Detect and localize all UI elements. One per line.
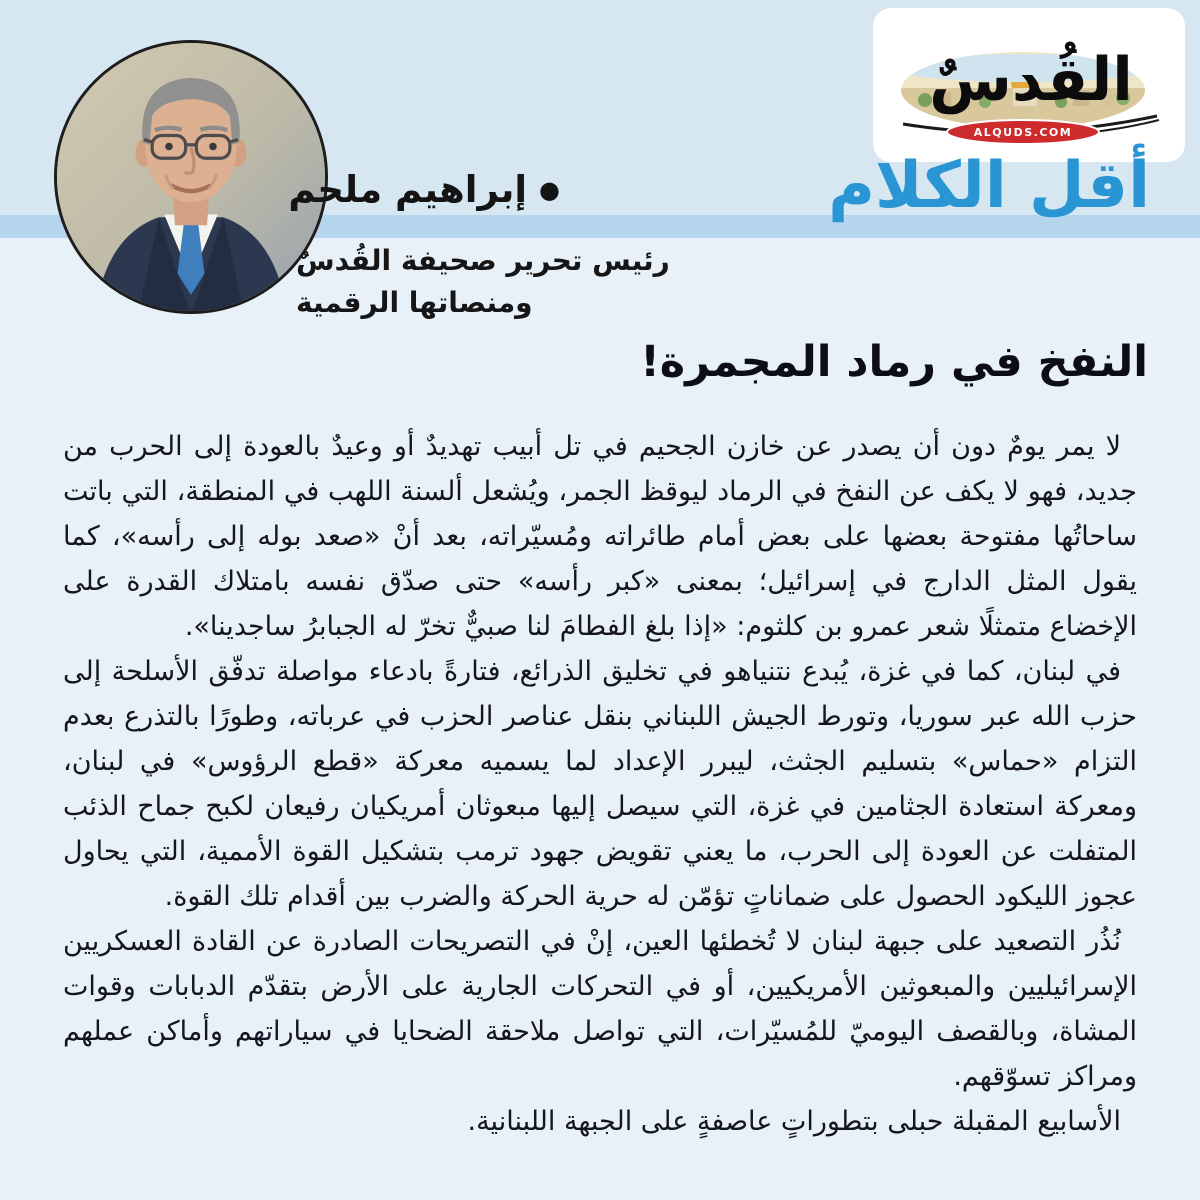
newspaper-logo xyxy=(873,8,1185,162)
author-role-line-1: رئيس تحرير صحيفة القُدسٌ xyxy=(296,244,670,277)
author-portrait-icon xyxy=(57,43,325,311)
logo-domain: ALQUDS.COM xyxy=(973,126,1073,139)
logo-title: القُدسٌ xyxy=(929,45,1133,115)
column-title: أقل الكلام xyxy=(828,149,1150,223)
author-role xyxy=(296,240,716,324)
alquds-logo-icon xyxy=(873,8,1185,162)
article-paragraph-4: الأسابيع المقبلة حبلى بتطوراتٍ عاصفةٍ على الجبهة اللبنانية. xyxy=(467,1106,1121,1137)
author-name: إبراهيم ملحم xyxy=(288,168,528,211)
article-body xyxy=(63,424,1137,1144)
article-title: النفخ في رماد المجمرة! xyxy=(640,336,1148,387)
article-paragraph-1: لا يمر يومٌ دون أن يصدر عن خازن الجحيم في تل أبيب تهديدٌ أو وعيدٌ بالعودة إلى الحرب من جديد، فهو لا يكف عن النفخ في الرماد ليوقظ الجمر، ويُشعل ألسنة اللهب في المنطقة، التي باتت ساحاتُها مفتوحة بعضها على بعض أمام طائراته ومُسيّراته، بعد أنْ «صعد بوله إلى رأسه»، كما يقول المثل الدارج في إسرائيل؛ بمعنى «كبر رأسه» حتى صدّق نفسه بامتلاك القدرة على الإخضاع متمثلًا شعر عمرو بن كلثوم: «إذا بلغ الفطامَ لنا صبيٌّ تخرّ له الجبابرُ ساجدينا». xyxy=(63,431,1137,642)
author-role-line-2: ومنصاتها الرقمية xyxy=(296,286,533,319)
article-paragraph-2: في لبنان، كما في غزة، يُبدع نتنياهو في تخليق الذرائع، فتارةً بادعاء مواصلة تدفّق الأسلحة إلى حزب الله عبر سوريا، وتورط الجيش اللبناني بنقل عناصر الحزب في عرباته، وطورًا بالتذرع بعدم التزام «حماس» بتسليم الجثث، ليبرر الإعداد لما يسميه معركة «قطع الرؤوس» في لبنان، ومعركة استعادة الجثامين في غزة، التي سيصل إليها مبعوثان أمريكيان رفيعان لكبح جماح الذئب المتفلت عن العودة إلى الحرب، ما يعني تقويض جهود ترمب بتشكيل القوة الأممية، التي يحاول عجوز الليكود الحصول على ضماناتٍ تؤمّن له حرية الحركة والضرب بين أقدام تلك القوة. xyxy=(63,656,1137,912)
article-paragraph-3: نُذُر التصعيد على جبهة لبنان لا تُخطئها العين، إنْ في التصريحات الصادرة عن القادة العسكريين الإسرائيليين والمبعوثين الأمريكيين، أو في التحركات الجارية على الأرض بتقدّم الدبابات وقوات المشاة، وبالقصف اليوميّ للمُسيّرات، التي تواصل ملاحقة الضحايا في سياراتهم وأماكن عملهم ومراكز تسوّقهم. xyxy=(63,926,1137,1092)
author-photo xyxy=(54,40,328,314)
byline xyxy=(288,168,560,211)
logo-domain-pill xyxy=(947,120,1099,144)
author-bullet-icon: ● xyxy=(539,175,560,204)
